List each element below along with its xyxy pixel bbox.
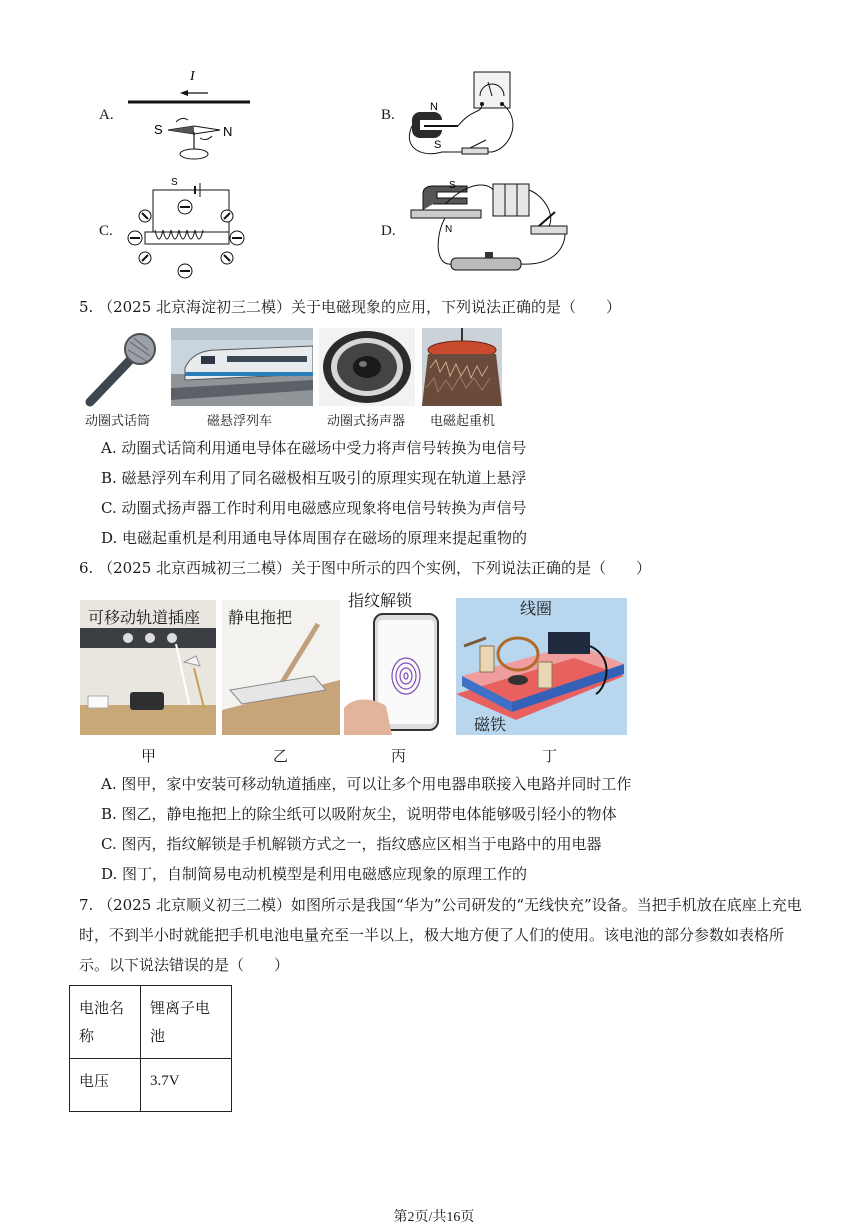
q6-caption-ding: 丁 <box>542 747 558 765</box>
n-label: N <box>445 224 453 235</box>
switch-label: S <box>171 177 178 188</box>
option-b-label: B. <box>381 107 395 123</box>
n-label: N <box>430 101 438 113</box>
table-row <box>70 1059 232 1112</box>
option-a-label: A. <box>99 107 114 123</box>
q6-option-b: B. 图乙，静电拖把上的除尘纸可以吸附灰尘，说明带电体能够吸引轻小的物体 <box>101 805 617 823</box>
table-cell: 电池名称 <box>70 986 141 1059</box>
current-label: I <box>190 69 195 84</box>
solenoid-compasses-diagram <box>125 174 247 282</box>
q6-option-a: A. 图甲，家中安装可移动轨道插座，可以让多个用电器串联接入电路并同时工作 <box>101 775 632 793</box>
track-socket-image <box>80 600 216 735</box>
q6-option-d: D. 图丁，自制简易电动机模型是利用电磁感应现象的原理工作的 <box>101 865 528 883</box>
s-label: S <box>154 122 163 137</box>
table-row <box>70 986 232 1059</box>
q5-caption-1: 动圈式话筒 <box>85 414 151 429</box>
table-cell: 3.7V <box>141 1059 232 1112</box>
option-c-label: C. <box>99 223 113 239</box>
q7-stem-line-3: 示。以下说法错误的是（ ） <box>79 956 290 974</box>
fingerprint-unlock-image <box>344 588 450 735</box>
q6-caption-jia: 甲 <box>141 747 157 765</box>
table-cell: 电压 <box>70 1059 141 1112</box>
table-cell: 锂离子电池 <box>141 986 232 1059</box>
q5-stem: 5. （2025 北京海淀初三二模）关于电磁现象的应用，下列说法正确的是（ ） <box>79 298 622 316</box>
q5-option-d: D. 电磁起重机是利用通电导体周围存在磁场的原理来提起重物的 <box>101 529 528 547</box>
q7-stem-line-1: 7. （2025 北京顺义初三二模）如图所示是我国“华为”公司研发的“无线快充”设备。当把手机放在底座上充电 <box>79 896 802 914</box>
coil-label: 线圈 <box>520 599 553 618</box>
q6-caption-yi: 乙 <box>273 747 289 765</box>
q5-caption-3: 动圈式扬声器 <box>327 414 406 429</box>
loudspeaker-image <box>319 328 415 406</box>
q6-option-c: C. 图丙，指纹解锁是手机解锁方式之一，指纹感应区相当于电路中的用电器 <box>101 835 602 853</box>
electromagnetic-crane-image <box>422 328 502 406</box>
battery-parameter-table <box>69 985 232 1112</box>
page-footer: 第2页/共16页 <box>393 1210 475 1225</box>
s-label: S <box>449 180 456 191</box>
q5-caption-2: 磁悬浮列车 <box>207 414 273 429</box>
q5-option-c: C. 动圈式扬声器工作时利用电磁感应现象将电信号转换为声信号 <box>101 499 527 517</box>
q6-caption-bing: 丙 <box>391 747 407 765</box>
dynamic-microphone-image <box>80 330 162 408</box>
magnet-label: 磁铁 <box>474 715 507 734</box>
q5-option-b: B. 磁悬浮列车利用了同名磁极相互吸引的原理实现在轨道上悬浮 <box>101 469 527 487</box>
track-socket-label: 可移动轨道插座 <box>88 608 201 627</box>
q7-stem-line-2: 时，不到半小时就能把手机电池电量充至一半以上，极大地方便了人们的使用。该电池的部分参数如表格所 <box>79 926 785 944</box>
q5-option-a: A. 动圈式话筒利用通电导体在磁场中受力将声信号转换为电信号 <box>101 439 527 457</box>
option-d-label: D. <box>381 223 396 239</box>
static-mop-label: 静电拖把 <box>228 608 293 627</box>
motor-model-image <box>456 598 627 735</box>
static-mop-image <box>222 600 340 735</box>
n-label: N <box>223 124 233 139</box>
q5-caption-4: 电磁起重机 <box>430 414 496 429</box>
motor-apparatus-diagram <box>405 176 575 282</box>
maglev-train-image <box>171 328 313 406</box>
compass-under-wire-diagram <box>120 62 260 167</box>
fingerprint-label: 指纹解锁 <box>348 591 413 610</box>
q6-stem: 6. （2025 北京西城初三二模）关于图中所示的四个实例，下列说法正确的是（ ） <box>79 559 652 577</box>
magnet-galvanometer-diagram <box>402 68 532 162</box>
s-label: S <box>434 139 442 151</box>
